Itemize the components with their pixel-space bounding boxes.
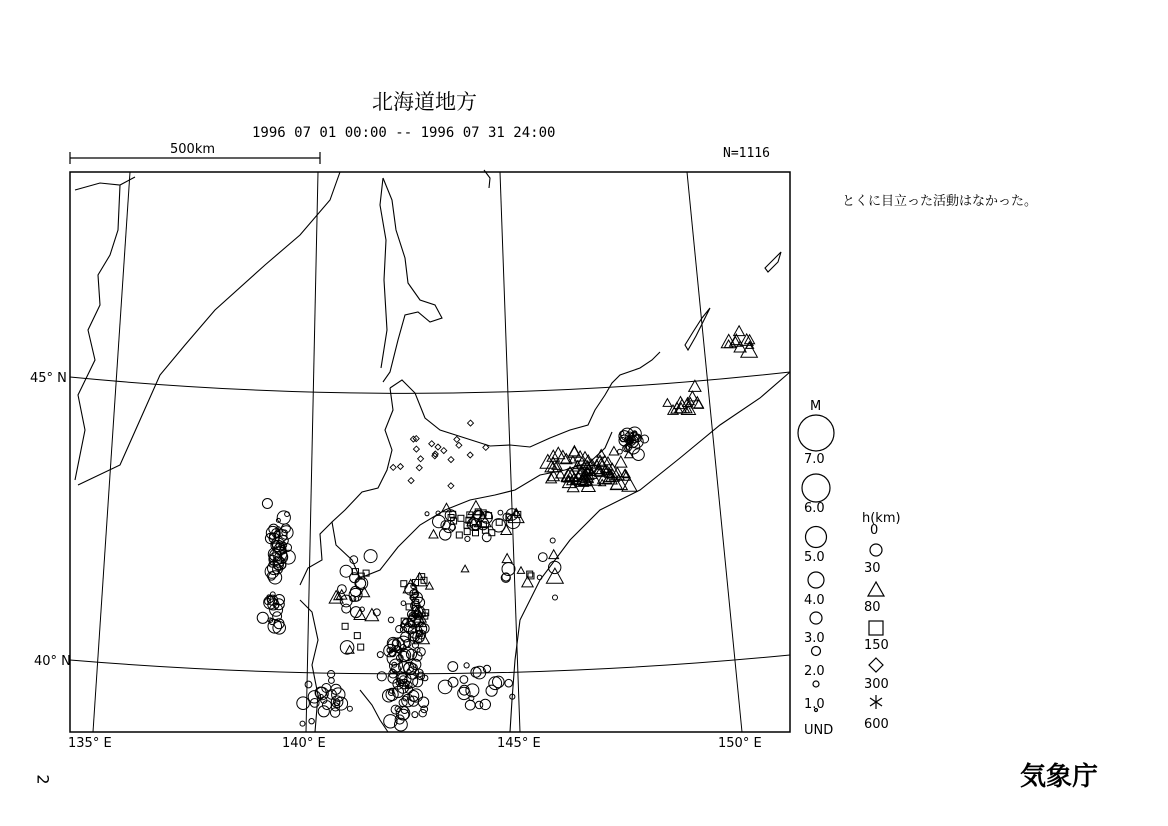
epicenter-square	[458, 515, 464, 521]
epicenter-square	[496, 519, 502, 525]
scale-bar	[70, 152, 320, 164]
epicenter-circle	[465, 536, 470, 541]
map-title: 北海道地方	[372, 90, 477, 114]
epicenter-circle	[471, 667, 481, 677]
epicenter-circle	[340, 565, 352, 577]
epicenter-circle	[464, 663, 469, 668]
epicenter-circle	[328, 671, 335, 678]
epicenter-circle	[537, 575, 542, 580]
epicenter-circle	[300, 721, 305, 726]
epicenter-circle	[412, 712, 418, 718]
coastlines	[75, 170, 790, 732]
magnitude-circle-icon	[802, 474, 830, 502]
agency-name: 気象庁	[1020, 762, 1099, 792]
epicenter-circle	[377, 672, 386, 681]
epicenter-circle	[340, 641, 354, 655]
epicenter-circle	[330, 708, 339, 717]
epicenter-circle	[553, 595, 558, 600]
epicenter-triangle	[429, 530, 438, 538]
epicenter-circle	[482, 533, 491, 542]
magnitude-legend-title: M	[810, 399, 822, 414]
epicenter-circle	[633, 449, 645, 461]
epicenter-circle	[282, 550, 296, 564]
epicenter-square	[464, 529, 470, 535]
epicenter-circle	[262, 499, 272, 509]
epicenter-circle	[448, 662, 458, 672]
magnitude-label: 6.0	[804, 501, 825, 516]
square-icon	[869, 621, 883, 635]
epicenter-square	[456, 532, 462, 538]
epicenter-circle	[480, 699, 490, 709]
epicenter-triangle	[663, 399, 672, 407]
epicenter-diamond	[435, 444, 441, 450]
epicenter-circle	[465, 700, 475, 710]
epicenter-diamond	[413, 446, 419, 452]
epicenter-circle	[364, 550, 377, 563]
epicenter-diamond	[416, 465, 422, 471]
epicenter-triangle	[501, 525, 512, 535]
epicenter-diamond	[441, 448, 447, 454]
lat-label-40: 40° N	[34, 654, 71, 669]
epicenter-circle	[329, 678, 335, 684]
page-number: 2	[33, 774, 53, 785]
epicenter-circle	[419, 710, 426, 717]
depth-label: 30	[864, 561, 881, 576]
magnitude-legend	[798, 399, 834, 738]
magnitude-circle-icon	[806, 527, 827, 548]
depth-label: 300	[864, 677, 889, 692]
epicenter-circle	[356, 578, 366, 588]
epicenter-circle	[347, 706, 352, 711]
depth-legend-title: h(km)	[862, 511, 901, 526]
epicenter-circle	[505, 679, 513, 687]
magnitude-label: 5.0	[804, 550, 825, 565]
epicenter-diamond	[390, 464, 396, 470]
epicenter-circle	[342, 604, 351, 613]
epicenter-circle	[502, 573, 510, 581]
epicenter-triangle	[741, 342, 758, 357]
magnitude-circle-icon	[798, 415, 834, 451]
lon-label-135: 135° E	[68, 736, 112, 751]
epicenter-square	[354, 633, 360, 639]
magnitude-label: UND	[804, 723, 834, 738]
magnitude-label: 4.0	[804, 593, 825, 608]
epicenter-circle	[466, 684, 479, 697]
epicenter-square	[342, 623, 348, 629]
epicenter-circle	[422, 675, 428, 681]
epicenter-diamond	[467, 452, 473, 458]
epicenter-triangle	[502, 554, 512, 563]
epicenter-triangle	[461, 565, 469, 572]
circle-icon	[870, 544, 882, 556]
magnitude-circle-icon	[808, 572, 824, 588]
triangle-icon	[868, 582, 884, 596]
event-count: N=1116	[723, 146, 770, 161]
epicenter-circle	[498, 510, 503, 515]
magnitude-circle-icon	[812, 647, 821, 656]
epicenter-circle	[618, 449, 623, 454]
epicenter-circle	[438, 680, 452, 694]
epicenter-circle	[297, 697, 310, 710]
depth-label: 0	[870, 523, 879, 538]
epicenter-diamond	[456, 442, 462, 448]
epicenter-circle	[489, 677, 502, 690]
epicenter-diamond	[454, 436, 460, 442]
magnitude-circle-icon	[813, 681, 819, 687]
epicenter-diamond	[397, 464, 403, 470]
epicenter-diamond	[448, 457, 454, 463]
epicenter-circle	[401, 601, 406, 606]
magnitude-circle-icon	[810, 612, 822, 624]
epicenter-diamond	[468, 420, 474, 426]
epicenter-triangle	[552, 447, 565, 459]
epicenter-circle	[377, 652, 383, 658]
epicenter-circle	[486, 685, 497, 696]
epicenter-circle	[309, 719, 314, 724]
epicenter-circle	[550, 538, 555, 543]
epicenter-circle	[305, 681, 312, 688]
lat-label-45: 45° N	[30, 371, 67, 386]
lon-label-140: 140° E	[282, 736, 326, 751]
magnitude-label: 7.0	[804, 452, 825, 467]
epicenter-triangle	[734, 326, 745, 336]
epicenter-diamond	[418, 456, 424, 462]
magnitude-label: 1.0	[804, 697, 825, 712]
magnitude-label: 2.0	[804, 664, 825, 679]
epicenter-diamond	[408, 478, 414, 484]
epicenter-triangle	[345, 646, 354, 654]
epicenter-circle	[388, 617, 394, 623]
epicenter-triangle	[517, 567, 524, 574]
epicenter-diamond	[448, 483, 454, 489]
activity-comment: とくに目立った活動はなかった。	[842, 194, 1038, 209]
magnitude-label: 3.0	[804, 631, 825, 646]
epicenter-triangle	[365, 609, 379, 621]
diamond-icon	[869, 658, 883, 672]
map-frame	[70, 172, 790, 732]
epicenter-circle	[549, 561, 561, 573]
epicenter-circle	[425, 512, 429, 516]
epicenter-circle	[439, 529, 451, 541]
graticule	[70, 172, 790, 732]
epicenter-circle	[538, 553, 547, 562]
epicenter-circle	[460, 676, 468, 684]
depth-label: 150	[864, 638, 889, 653]
depth-label: 80	[864, 600, 881, 615]
depth-label: 600	[864, 717, 889, 732]
lon-label-145: 145° E	[497, 736, 541, 751]
lon-label-150: 150° E	[718, 736, 762, 751]
period-range: 1996 07 01 00:00 -- 1996 07 31 24:00	[252, 125, 556, 141]
asterisk-icon	[870, 695, 882, 709]
scale-bar-label: 500km	[170, 142, 216, 157]
epicenter-square	[358, 644, 364, 650]
epicenter-circle	[412, 642, 418, 648]
epicenter-circle	[318, 706, 329, 717]
depth-legend	[862, 511, 901, 732]
epicenter-diamond	[429, 441, 435, 447]
epicenter-circle	[257, 612, 268, 623]
